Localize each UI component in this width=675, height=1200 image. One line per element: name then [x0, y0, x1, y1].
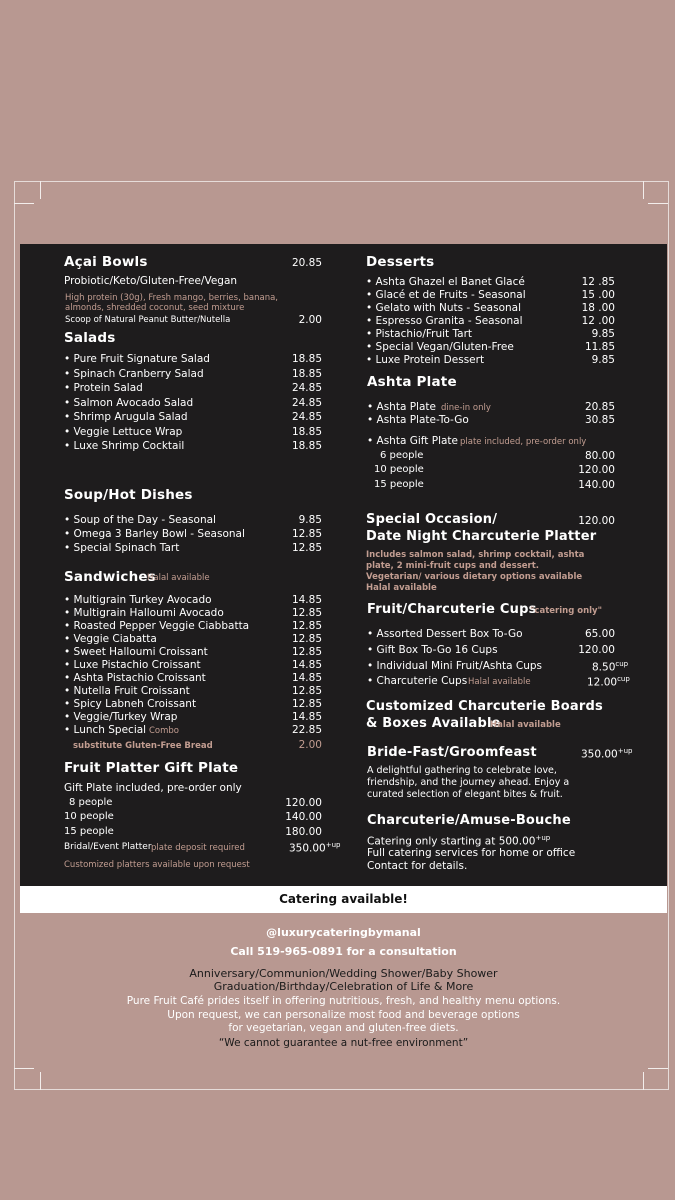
- menu-item-price: [587, 675, 630, 689]
- ashta-people: 6 people: [380, 450, 424, 461]
- menu-item: • Multigrain Halloumi Avocado: [64, 607, 224, 619]
- menu-item: • Spinach Cranberry Salad: [64, 368, 204, 380]
- crop-mark: [40, 181, 41, 199]
- menu-item-price: 22.85: [291, 724, 322, 736]
- menu-item-price: 120.00: [578, 644, 615, 656]
- special-title-1: Special Occasion/: [366, 512, 498, 527]
- salads-title: Salads: [64, 330, 116, 346]
- bride-desc: friendship, and the journey ahead. Enjoy a: [367, 777, 570, 788]
- menu-item: • Ashta Pistachio Croissant: [64, 672, 206, 684]
- bride-desc: A delightful gathering to celebrate love,: [367, 765, 557, 776]
- menu-item-price: 9.85: [591, 354, 615, 366]
- price-sup: cup: [615, 660, 629, 668]
- menu-item-price: 12.85: [291, 542, 322, 554]
- pride-line-3: for vegetarian, vegan and gluten-free diets.: [228, 1022, 459, 1034]
- menu-item: • Nutella Fruit Croissant: [64, 685, 190, 697]
- acai-price: 20.85: [291, 257, 322, 269]
- menu-item: • Espresso Granita - Seasonal: [366, 315, 523, 327]
- menu-item: • Multigrain Turkey Avocado: [64, 594, 212, 606]
- boards-halal-note: Halal available: [490, 720, 561, 730]
- menu-item: • Glacé et de Fruits - Seasonal: [366, 289, 526, 301]
- menu-item-price: 12.85: [291, 633, 322, 645]
- menu-item-price: 12.85: [291, 528, 322, 540]
- ashta-title: Ashta Plate: [367, 374, 457, 390]
- crop-mark: [643, 1072, 644, 1090]
- platter-title: Fruit Platter Gift Plate: [64, 760, 239, 776]
- menu-item-price: 12.85: [291, 685, 322, 697]
- menu-item-price: 24.85: [291, 382, 322, 394]
- menu-item-price: 18.85: [291, 440, 322, 452]
- menu-item: • Ashta Ghazel el Banet Glacé: [366, 276, 525, 288]
- catering-banner: Catering available!: [20, 886, 667, 913]
- bridal-note: plate deposit required: [151, 843, 245, 853]
- amuse-sup: +up: [535, 834, 551, 842]
- menu-item: • Shrimp Arugula Salad: [64, 411, 188, 423]
- bridal-price-value: 350.00: [289, 842, 326, 855]
- menu-item: • Assorted Dessert Box To-Go: [367, 628, 523, 640]
- price-sup: cup: [617, 675, 630, 683]
- menu-item: • Lunch Special: [64, 724, 147, 736]
- price-value: 8.50: [592, 661, 616, 674]
- menu-item: • Roasted Pepper Veggie Ciabbatta: [64, 620, 250, 632]
- consultation-call: Call 519-965-0891 for a consultation: [230, 945, 457, 958]
- pride-line-2: Upon request, we can personalize most food and beverage options: [167, 1009, 520, 1021]
- events-line-2: Graduation/Birthday/Celebration of Life & More: [213, 980, 474, 993]
- crop-mark: [648, 203, 668, 204]
- platter-size: 15 people: [64, 826, 114, 837]
- acai-desc-2: almonds, shredded coconut, seed mixture: [65, 303, 245, 313]
- menu-item-price: [592, 660, 628, 674]
- combo-note: Combo: [149, 726, 180, 736]
- menu-item: • Omega 3 Barley Bowl - Seasonal: [64, 528, 245, 540]
- crop-mark: [643, 181, 644, 199]
- menu-item: • Veggie Lettuce Wrap: [64, 426, 183, 438]
- menu-item-price: 9.85: [591, 328, 615, 340]
- crop-mark: [14, 203, 34, 204]
- sandwiches-title: Sandwiches: [64, 569, 157, 585]
- menu-item-price: 12.85: [291, 698, 322, 710]
- ashta-people-price: 80.00: [584, 450, 615, 462]
- menu-item: • Veggie Ciabatta: [64, 633, 157, 645]
- special-title-2: Date Night Charcuterie Platter: [366, 529, 597, 544]
- cups-title: Fruit/Charcuterie Cups: [367, 602, 537, 617]
- menu-item-price: 24.85: [291, 397, 322, 409]
- acai-addon-price: 2.00: [298, 314, 322, 326]
- menu-item: • Luxe Protein Dessert: [366, 354, 485, 366]
- gluten-free-price: 2.00: [298, 739, 322, 751]
- menu-item-price: 12 .00: [581, 315, 615, 327]
- events-line-1: Anniversary/Communion/Wedding Shower/Baby Shower: [189, 967, 498, 980]
- crop-mark: [648, 1068, 668, 1069]
- boards-title-1: Customized Charcuterie Boards: [366, 699, 603, 714]
- menu-item: • Protein Salad: [64, 382, 143, 394]
- menu-item-price: 18 .00: [581, 302, 615, 314]
- ashta-people: 15 people: [374, 479, 424, 490]
- special-desc: Vegetarian/ various dietary options available: [366, 572, 583, 582]
- platter-subtitle: Gift Plate included, pre-order only: [64, 782, 242, 794]
- menu-item: • Sweet Halloumi Croissant: [64, 646, 208, 658]
- special-price: 120.00: [578, 515, 615, 527]
- menu-item: • Gift Box To-Go 16 Cups: [367, 644, 498, 656]
- gluten-free-note: substitute Gluten-Free Bread: [73, 741, 213, 751]
- menu-item-price: 11.85: [584, 341, 615, 353]
- menu-item-price: 12.85: [291, 620, 322, 632]
- nut-free-notice: “We cannot guarantee a nut-free environment”: [218, 1037, 469, 1049]
- menu-item-price: 18.85: [291, 426, 322, 438]
- bridal-platter: Bridal/Event Platter: [64, 842, 152, 852]
- menu-item: • Individual Mini Fruit/Ashta Cups: [367, 660, 543, 672]
- menu-item-price: 18.85: [291, 368, 322, 380]
- ashta-plate-price: 20.85: [584, 401, 615, 413]
- menu-item: • Gelato with Nuts - Seasonal: [366, 302, 521, 314]
- cups-note: "catering only": [530, 606, 603, 616]
- platter-size-price: 180.00: [285, 826, 322, 838]
- amuse-title: Charcuterie/Amuse-Bouche: [367, 813, 571, 828]
- menu-item-price: 9.85: [298, 514, 322, 526]
- bride-price-sup: +up: [617, 747, 633, 755]
- special-desc: Halal available: [366, 583, 437, 593]
- amuse-line-1-text: Catering only starting at 500.00: [367, 835, 536, 848]
- bride-desc: curated selection of elegant bites & fruit.: [367, 789, 563, 800]
- menu-item-price: 24.85: [291, 411, 322, 423]
- bride-title: Bride-Fast/Groomfeast: [367, 745, 537, 760]
- platter-size: 10 people: [64, 811, 114, 822]
- ashta-gift-note: plate included, pre-order only: [460, 437, 587, 447]
- crop-mark: [14, 1068, 34, 1069]
- menu-item: • Veggie/Turkey Wrap: [64, 711, 178, 723]
- acai-addon: Scoop of Natural Peanut Butter/Nutella: [65, 315, 231, 325]
- platter-size: 8 people: [69, 797, 113, 808]
- ashta-plate-to-go: • Ashta Plate-To-Go: [367, 414, 469, 426]
- ashta-people-price: 140.00: [578, 479, 615, 491]
- bridal-price: [289, 841, 341, 855]
- boards-title-2: & Boxes Available: [366, 716, 501, 731]
- platter-size-price: 120.00: [285, 797, 322, 809]
- bride-price: [581, 747, 633, 761]
- amuse-line-1: [367, 834, 550, 848]
- ashta-people: 10 people: [374, 464, 424, 475]
- special-desc: plate, 2 mini-fruit cups and dessert.: [366, 561, 540, 571]
- menu-item-price: 15 .00: [581, 289, 615, 301]
- menu-item: • Spicy Labneh Croissant: [64, 698, 197, 710]
- bride-price-value: 350.00: [581, 748, 618, 761]
- menu-item: • Special Vegan/Gluten-Free: [366, 341, 514, 353]
- pride-line-1: Pure Fruit Café prides itself in offering nutritious, fresh, and healthy menu options.: [126, 995, 561, 1007]
- amuse-line-2: Full catering services for home or office: [367, 847, 576, 859]
- acai-desc-1: High protein (30g), Fresh mango, berries, banana,: [65, 293, 278, 303]
- menu-item: • Luxe Pistachio Croissant: [64, 659, 201, 671]
- crop-mark: [40, 1072, 41, 1090]
- menu-item-price: 12.85: [291, 646, 322, 658]
- amuse-line-3: Contact for details.: [367, 860, 468, 872]
- ashta-gift-plate: • Ashta Gift Plate: [367, 435, 459, 447]
- custom-platter-note: Customized platters available upon request: [64, 860, 250, 870]
- special-desc: Includes salmon salad, shrimp cocktail, ashta: [366, 550, 585, 560]
- menu-item-price: 14.85: [291, 711, 322, 723]
- price-value: 12.00: [587, 676, 618, 689]
- menu-item-price: 12.85: [291, 607, 322, 619]
- menu-item-price: 14.85: [291, 659, 322, 671]
- acai-subtitle: Probiotic/Keto/Gluten-Free/Vegan: [64, 275, 238, 287]
- ashta-people-price: 120.00: [578, 464, 615, 476]
- menu-item: • Luxe Shrimp Cocktail: [64, 440, 185, 452]
- menu-item-price: 14.85: [291, 594, 322, 606]
- charcuterie-halal-note: Halal available: [468, 677, 531, 687]
- sandwiches-halal-note: Halal available: [147, 573, 210, 583]
- menu-item-price: 14.85: [291, 672, 322, 684]
- desserts-title: Desserts: [366, 254, 435, 270]
- bridal-price-sup: +up: [325, 841, 341, 849]
- menu-item-price: 65.00: [584, 628, 615, 640]
- menu-item: • Pure Fruit Signature Salad: [64, 353, 210, 365]
- menu-item-price: 12 .85: [581, 276, 615, 288]
- ashta-plate: • Ashta Plate: [367, 401, 436, 413]
- menu-item: • Special Spinach Tart: [64, 542, 180, 554]
- ashta-plate-note: dine-in only: [441, 403, 491, 413]
- menu-item: • Salmon Avocado Salad: [64, 397, 194, 409]
- soup-title: Soup/Hot Dishes: [64, 487, 193, 503]
- menu-item-price: 18.85: [291, 353, 322, 365]
- menu-item: • Pistachio/Fruit Tart: [366, 328, 473, 340]
- menu-panel: [20, 244, 667, 886]
- ashta-to-go-price: 30.85: [584, 414, 615, 426]
- acai-title: Açai Bowls: [64, 254, 148, 270]
- menu-item: • Charcuterie Cups: [367, 675, 468, 687]
- platter-size-price: 140.00: [285, 811, 322, 823]
- instagram-handle: @luxurycateringbymanal: [266, 926, 421, 939]
- menu-item: • Soup of the Day - Seasonal: [64, 514, 216, 526]
